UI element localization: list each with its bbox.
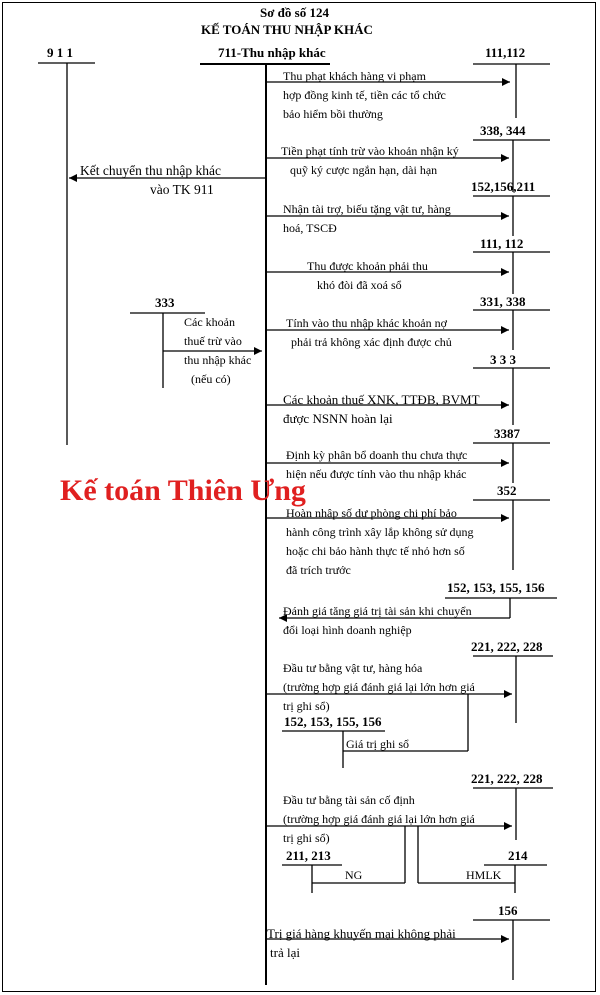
entry-sponsorship: Nhận tài trợ, biếu tặng vật tư, hàng hoá, TSCĐ: [283, 202, 451, 235]
diagram-number: Sơ đồ số 124: [260, 5, 329, 20]
entry-original-cost: NG: [345, 868, 363, 882]
account-221-222-228-b: 221, 222, 228: [471, 771, 543, 786]
account-152-153-155-156-b: 152, 153, 155, 156: [284, 714, 382, 729]
account-156: 156: [498, 903, 518, 918]
entry-book-value: Giá trị ghi sổ: [346, 737, 409, 751]
account-333-left: 333: [155, 295, 175, 310]
account-338-344: 338, 344: [480, 123, 526, 138]
entry-promotional-goods: Trị giá hàng khuyến mại không phải trả lại: [267, 926, 456, 960]
entry-invest-materials: Đầu tư bằng vật tư, hàng hóa (trường hợp giá đánh giá lại lớn hơn giá trị ghi sổ): [283, 661, 475, 713]
entry-penalty-income: Thu phạt khách hàng vi phạm hợp đồng kinh tế, tiền các tổ chức bảo hiểm bồi thường: [283, 69, 446, 121]
entry-bad-debt-recovered: Thu được khoản phải thu khó đòi đã xoá sổ: [307, 259, 428, 292]
account-211-213: 211, 213: [286, 848, 331, 863]
entry-unidentified-payable: Tính vào thu nhập khác khoản nợ phải trả không xác định được chủ: [286, 316, 452, 349]
account-152-156-211: 152,156,211: [471, 179, 536, 194]
entry-asset-revaluation: Đánh giá tăng giá trị tài sản khi chuyển đổi loại hình doanh nghiệp: [283, 604, 472, 637]
entry-warranty-provision-reversal: Hoàn nhập số dự phòng chi phí bảo hành công trình xây lắp không sử dụng hoặc chi bảo hành thực tế nhỏ hơn số đã trích trước: [286, 506, 474, 577]
entry-deposit-penalty: Tiền phạt tính trừ vào khoản nhận ký quỹ ký cược ngắn hạn, dài hạn: [281, 144, 459, 177]
account-111-112: 111,112: [485, 45, 526, 60]
account-221-222-228-a: 221, 222, 228: [471, 639, 543, 654]
account-3387: 3387: [494, 426, 520, 441]
account-214: 214: [508, 848, 528, 863]
entry-accumulated-depreciation: HMLK: [466, 868, 502, 882]
entry-invest-fixed-assets: Đầu tư bằng tài sản cố định (trường hợp giá đánh giá lại lớn hơn giá trị ghi sổ): [283, 793, 475, 845]
entry-tax-deduction-note: Các khoản thuế trừ vào thu nhập khác (nếu có): [184, 315, 252, 386]
account-152-153-155-156-a: 152, 153, 155, 156: [447, 580, 545, 595]
watermark-text: Kế toán Thiên Ưng: [60, 474, 306, 507]
account-352: 352: [497, 483, 517, 498]
account-911: 9 1 1: [47, 45, 73, 60]
entry-deferred-revenue: Định kỳ phân bổ doanh thu chưa thực hiện nếu được tính vào thu nhập khác: [286, 448, 468, 481]
account-333-right: 3 3 3: [490, 352, 516, 367]
account-111-112-b: 111, 112: [480, 236, 524, 251]
entry-tax-refund: Các khoản thuế XNK, TTĐB, BVMT được NSNN hoàn lại: [283, 392, 480, 426]
account-331-338: 331, 338: [480, 294, 526, 309]
diagram-title: KẾ TOÁN THU NHẬP KHÁC: [201, 22, 373, 37]
entry-close-to-911: Kết chuyển thu nhập khác vào TK 911: [80, 163, 221, 197]
account-711: 711-Thu nhập khác: [218, 45, 326, 60]
